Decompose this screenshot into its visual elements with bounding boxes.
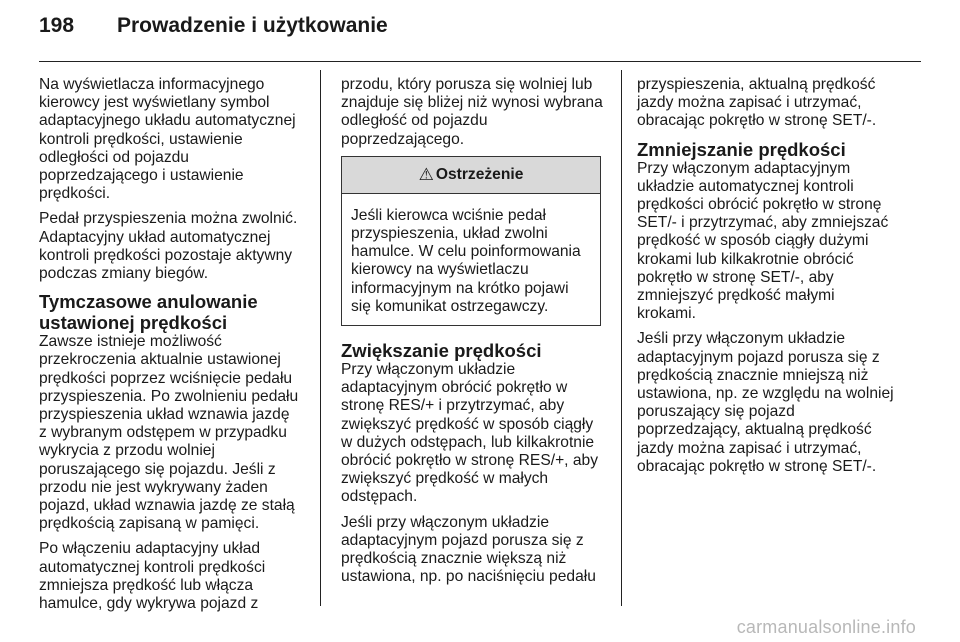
page-title: Prowadzenie i użytkowanie xyxy=(117,14,388,37)
text-line: przodu, który porusza się wolniej lub xyxy=(341,76,593,93)
warning-title: Ostrzeżenie xyxy=(435,165,524,183)
text-line: jazdy można zapisać i utrzymać, xyxy=(637,94,862,112)
text-line: kontroli prędkości, ustawienie xyxy=(39,130,243,148)
text-line: ustawiona, np. ze względu na wolniej xyxy=(637,385,894,403)
text-line: poruszającego się pojazdu. Jeśli z xyxy=(39,460,276,478)
text-line: ustawionej prędkości xyxy=(39,312,228,334)
section-heading xyxy=(39,291,311,333)
text-line: informacyjnym na krótko pojawi xyxy=(351,279,569,297)
text-line: w dużych odstępach, lub kilkakrotnie xyxy=(341,433,595,451)
section-heading: Zmniejszanie prędkości xyxy=(637,138,846,160)
text-line: adaptacyjnym obrócić pokrętło w xyxy=(341,379,568,397)
text-line: obracając pokrętło w stronę SET/-. xyxy=(637,112,877,130)
text-line: kierowcy jest wyświetlany symbol xyxy=(39,94,270,112)
paragraph xyxy=(637,76,927,131)
text-line: zmniejszyć prędkość małymi xyxy=(637,287,835,305)
text-line: z wybranym odstępem w przypadku xyxy=(39,424,287,442)
paragraph xyxy=(341,361,607,507)
text-line: kontroli prędkości pozostaje aktywny xyxy=(39,246,293,264)
text-line: obrócić pokrętło w stronę RES/+, aby xyxy=(341,452,598,470)
text-line: obracając pokrętło w stronę SET/-. xyxy=(637,457,877,475)
text-line: Zawsze istnieje możliwość xyxy=(39,333,222,351)
text-line: znajduje się bliżej niż wynosi wybrana xyxy=(341,94,603,112)
text-line: krokami. xyxy=(637,305,696,323)
column-1 xyxy=(39,76,311,620)
text-line: poprzedzającego i ustawienie xyxy=(39,167,244,185)
page-header xyxy=(39,14,919,54)
page-number: 198 xyxy=(39,14,75,37)
section-heading: Zwiększanie prędkości xyxy=(341,340,542,362)
paragraph xyxy=(39,540,311,613)
text-line: Jeśli przy włączonym układzie xyxy=(341,513,549,531)
watermark: carmanualsonline.info xyxy=(736,617,916,637)
text-line: Pedał przyspieszenia można zwolnić. xyxy=(39,210,298,228)
text-line: prędkością zapisaną w pamięci. xyxy=(39,515,260,533)
text-line: adaptacyjnym pojazd porusza się z xyxy=(341,531,584,549)
text-line: przyspieszenia układ wznawia jazdę xyxy=(39,406,290,424)
text-line: pokrętło w stronę SET/-, aby xyxy=(637,268,834,286)
column-divider-2 xyxy=(621,70,622,606)
text-line: przyspieszenia, układ zwolni xyxy=(351,225,548,243)
paragraph xyxy=(341,514,607,587)
text-line: prędkością znacznie mniejszą niż xyxy=(637,366,869,384)
text-line: zmniejsza prędkość lub włącza xyxy=(39,576,254,594)
header-rule xyxy=(39,61,921,62)
text-line: kierowcy na wyświetlaczu xyxy=(351,261,529,279)
column-divider-1 xyxy=(320,70,321,606)
text-line: Po włączeniu adaptacyjny układ xyxy=(39,540,261,558)
text-line: hamulce. W celu poinformowania xyxy=(351,243,581,261)
column-2 xyxy=(341,76,607,593)
text-line: poruszający się pojazd xyxy=(637,403,795,421)
text-line: adaptacyjnym pojazd porusza się z xyxy=(637,348,880,366)
text-line: podczas zmiany biegów. xyxy=(39,265,209,283)
text-line: układzie automatycznej kontroli xyxy=(637,177,854,195)
paragraph xyxy=(39,76,311,203)
paragraph xyxy=(39,333,311,533)
text-line: hamulce, gdy wykrywa pojazd z xyxy=(39,595,259,613)
text-line: prędkości. xyxy=(39,185,111,203)
text-line: prędkości poprzez wciśnięcie pedału xyxy=(39,369,293,387)
text-line: Jeśli kierowca wciśnie pedał xyxy=(351,206,547,224)
text-line: przyspieszenia, aktualną prędkość xyxy=(637,76,876,93)
text-line: prędkość w sposób ciągły dużymi xyxy=(637,232,869,250)
text-line: prędkości obrócić pokrętło w stronę xyxy=(637,196,882,214)
paragraph xyxy=(39,210,311,283)
text-line: Jeśli przy włączonym układzie xyxy=(637,330,845,348)
text-line: adaptacyjnego układu automatycznej xyxy=(39,112,296,130)
warning-text xyxy=(342,194,600,325)
paragraph xyxy=(341,76,607,149)
text-line: przodu nie jest wykrywany żaden xyxy=(39,478,268,496)
text-line: prędkością znacznie większą niż xyxy=(341,550,567,568)
warning-box xyxy=(341,156,601,326)
text-line: poprzedzający, aktualną prędkość xyxy=(637,421,872,439)
text-line: krokami lub kilkakrotnie obrócić xyxy=(637,250,854,268)
text-line: automatycznej kontroli prędkości xyxy=(39,558,266,576)
text-line: wykrycia z przodu wolniej xyxy=(39,442,215,460)
text-line: stronę RES/+ i przytrzymać, aby xyxy=(341,397,565,415)
text-line: zwiększyć prędkość w małych xyxy=(341,470,549,488)
text-line: się komunikat ostrzegawczy. xyxy=(351,297,549,315)
text-line: Adaptacyjny układ automatycznej xyxy=(39,228,271,246)
warning-triangle-icon: ⚠ xyxy=(418,164,434,184)
text-line: jazdy można zapisać i utrzymać, xyxy=(637,439,862,457)
text-line: przekroczenia aktualnie ustawionej xyxy=(39,351,281,369)
paragraph xyxy=(637,160,927,324)
warning-header xyxy=(342,157,600,194)
text-line: SET/- i przytrzymać, aby zmniejszać xyxy=(637,214,889,232)
paragraph xyxy=(637,330,927,476)
column-3 xyxy=(637,76,927,483)
text-line: poprzedzającego. xyxy=(341,130,465,148)
text-line: Tymczasowe anulowanie xyxy=(39,291,258,313)
text-line: odstępach. xyxy=(341,488,418,506)
text-line: przyspieszenia. Po zwolnieniu pedału xyxy=(39,387,299,405)
text-line: Przy włączonym adaptacyjnym xyxy=(637,159,851,177)
text-line: odległość od pojazdu xyxy=(341,112,488,130)
text-line: Na wyświetlacza informacyjnego xyxy=(39,76,265,93)
text-line: zwiększyć prędkość w sposób ciągły xyxy=(341,415,594,433)
text-line: odległości od pojazdu xyxy=(39,148,189,166)
text-line: ustawiona, np. po naciśnięciu pedału xyxy=(341,568,596,586)
text-line: pojazd, układ wznawia jazdę ze stałą xyxy=(39,497,295,515)
text-line: Przy włączonym układzie xyxy=(341,361,516,379)
